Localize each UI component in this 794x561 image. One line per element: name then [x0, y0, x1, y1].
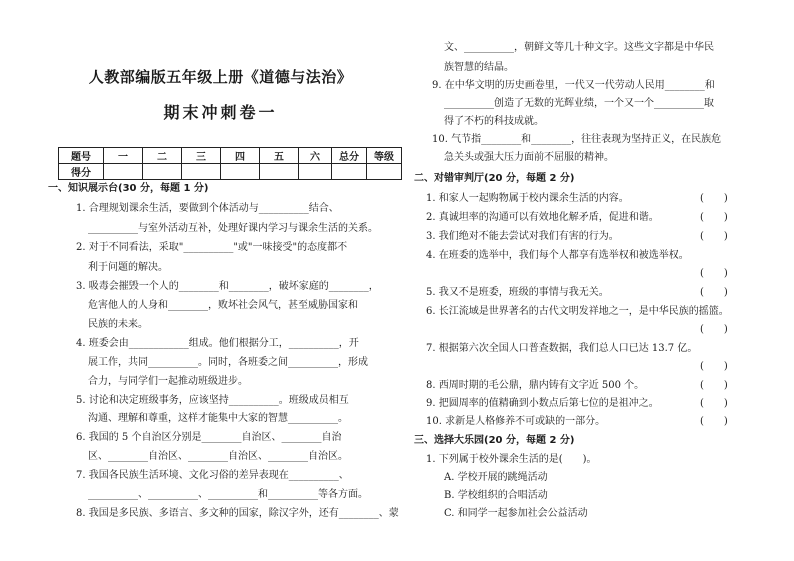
table-cell: 一: [104, 148, 143, 164]
table-cell: 二: [143, 148, 182, 164]
question-line: 1. 下列属于校外课余生活的是( )。: [426, 454, 597, 465]
table-cell: 四: [221, 148, 260, 164]
answer-paren[interactable]: ( ): [700, 324, 728, 335]
question-line: 1. 合理规划课余生活，要做到个体活动与__________结合、: [76, 203, 339, 214]
score-cell: [367, 164, 402, 180]
question-line: 3. 我们绝对不能去尝试对我们有害的行为。: [426, 231, 619, 242]
question-line: 沟通、理解和尊重，这样才能集中大家的智慧__________。: [88, 413, 348, 424]
section-heading: 二、对错审判厅(20 分，每题 2 分): [414, 173, 575, 184]
table-cell: 得分: [59, 164, 104, 180]
question-line: 1. 和家人一起购物属于校内课余生活的内容。: [426, 193, 629, 204]
table-cell: 题号: [59, 148, 104, 164]
score-table-score-row: [59, 164, 402, 180]
answer-paren[interactable]: ( ): [700, 268, 728, 279]
score-table: [58, 147, 402, 180]
question-line: 5. 讨论和决定班级事务，应该坚持__________。班级成员相互: [76, 395, 349, 406]
score-cell: [221, 164, 260, 180]
question-line: 10. 气节指________和________，往往表现为坚持正义，在民族危: [432, 134, 722, 145]
choice-option[interactable]: A. 学校开展的跳绳活动: [444, 472, 548, 483]
page-title: 人教部编版五年级上册《道德与法治》: [88, 68, 353, 86]
table-cell: 六: [299, 148, 332, 164]
answer-paren[interactable]: ( ): [700, 416, 728, 427]
score-cell: [182, 164, 221, 180]
question-line: 急关头或强大压力面前不屈服的精神。: [444, 152, 614, 163]
table-cell: 三: [182, 148, 221, 164]
question-line: 8. 我国是多民族、多语言、多文种的国家，除汉字外，还有________、蒙: [76, 508, 399, 519]
answer-paren[interactable]: ( ): [700, 231, 728, 242]
question-line: __________创造了无数的光辉业绩，一个又一个__________取: [444, 98, 714, 109]
question-line: 2. 真诚坦率的沟通可以有效地化解矛盾，促进和谐。: [426, 212, 659, 223]
score-cell: [299, 164, 332, 180]
question-line: 10. 求新是人格修养不可或缺的一部分。: [426, 416, 606, 427]
table-cell: 五: [260, 148, 299, 164]
question-line: 利于问题的解决。: [88, 262, 168, 273]
question-line: 7. 我国各民族生活环境、文化习俗的差异表现在__________、: [76, 470, 349, 481]
question-line: 得了不朽的科技成就。: [444, 116, 544, 127]
question-line: 4. 班委会由____________组成。他们根据分工，__________，开: [76, 338, 359, 349]
question-line: __________、__________、__________和__________等各方面。: [88, 489, 368, 500]
question-line: 6. 长江流域是世界著名的古代文明发祥地之一，是中华民族的摇篮。: [426, 306, 729, 317]
score-cell: [143, 164, 182, 180]
question-line: 展工作，共同__________。同时，各班委之间__________，形成: [88, 357, 368, 368]
question-line: 2. 对于不同看法，采取"__________"或"一味接受"的态度都不: [76, 242, 348, 253]
answer-paren[interactable]: ( ): [700, 287, 728, 298]
choice-option[interactable]: B. 学校组织的合唱活动: [444, 490, 548, 501]
question-line: 7. 根据第六次全国人口普查数据，我们总人口已达 13.7 亿。: [426, 343, 698, 354]
answer-paren[interactable]: ( ): [700, 380, 728, 391]
question-line: 合力，与同学们一起推动班级进步。: [88, 376, 248, 387]
question-line: 5. 我又不是班委，班级的事情与我无关。: [426, 287, 609, 298]
question-line: 9. 在中华文明的历史画卷里，一代又一代劳动人民用________和: [432, 80, 715, 91]
answer-paren[interactable]: ( ): [700, 212, 728, 223]
question-line: 6. 我国的 5 个自治区分别是________自治区、________自治: [76, 432, 342, 443]
question-line: 族智慧的结晶。: [444, 62, 514, 73]
question-line: 4. 在班委的选举中，我们每个人都享有选举权和被选举权。: [426, 250, 689, 261]
answer-paren[interactable]: ( ): [700, 193, 728, 204]
score-table-header-row: [59, 148, 402, 164]
page-subtitle: 期末冲刺卷一: [163, 103, 278, 122]
table-cell: 总分: [332, 148, 367, 164]
section-heading: 三、选择大乐园(20 分，每题 2 分): [414, 435, 575, 446]
table-cell: 等级: [367, 148, 402, 164]
answer-paren[interactable]: ( ): [700, 361, 728, 372]
question-line: 9. 把圆周率的值精确到小数点后第七位的是祖冲之。: [426, 398, 659, 409]
question-line: 8. 西周时期的毛公鼎，鼎内铸有文字近 500 个。: [426, 380, 645, 391]
question-line: __________与室外活动互补，处理好课内学习与课余生活的关系。: [88, 223, 378, 234]
choice-option[interactable]: C. 和同学一起参加社会公益活动: [444, 508, 588, 519]
question-line: 文、__________，朝鲜文等几十种文字。这些文字都是中华民: [444, 42, 714, 53]
score-cell: [104, 164, 143, 180]
question-line: 区、________自治区、________自治区、________自治区。: [88, 451, 348, 462]
question-line: 危害他人的人身和________，败坏社会风气，甚至威胁国家和: [88, 300, 358, 311]
score-cell: [332, 164, 367, 180]
section-heading: 一、知识展示台(30 分，每题 1 分): [48, 183, 209, 194]
score-cell: [260, 164, 299, 180]
question-line: 民族的未来。: [88, 319, 148, 330]
question-line: 3. 吸毒会摧毁一个人的________和________，破坏家庭的________，: [76, 281, 379, 292]
answer-paren[interactable]: ( ): [700, 398, 728, 409]
